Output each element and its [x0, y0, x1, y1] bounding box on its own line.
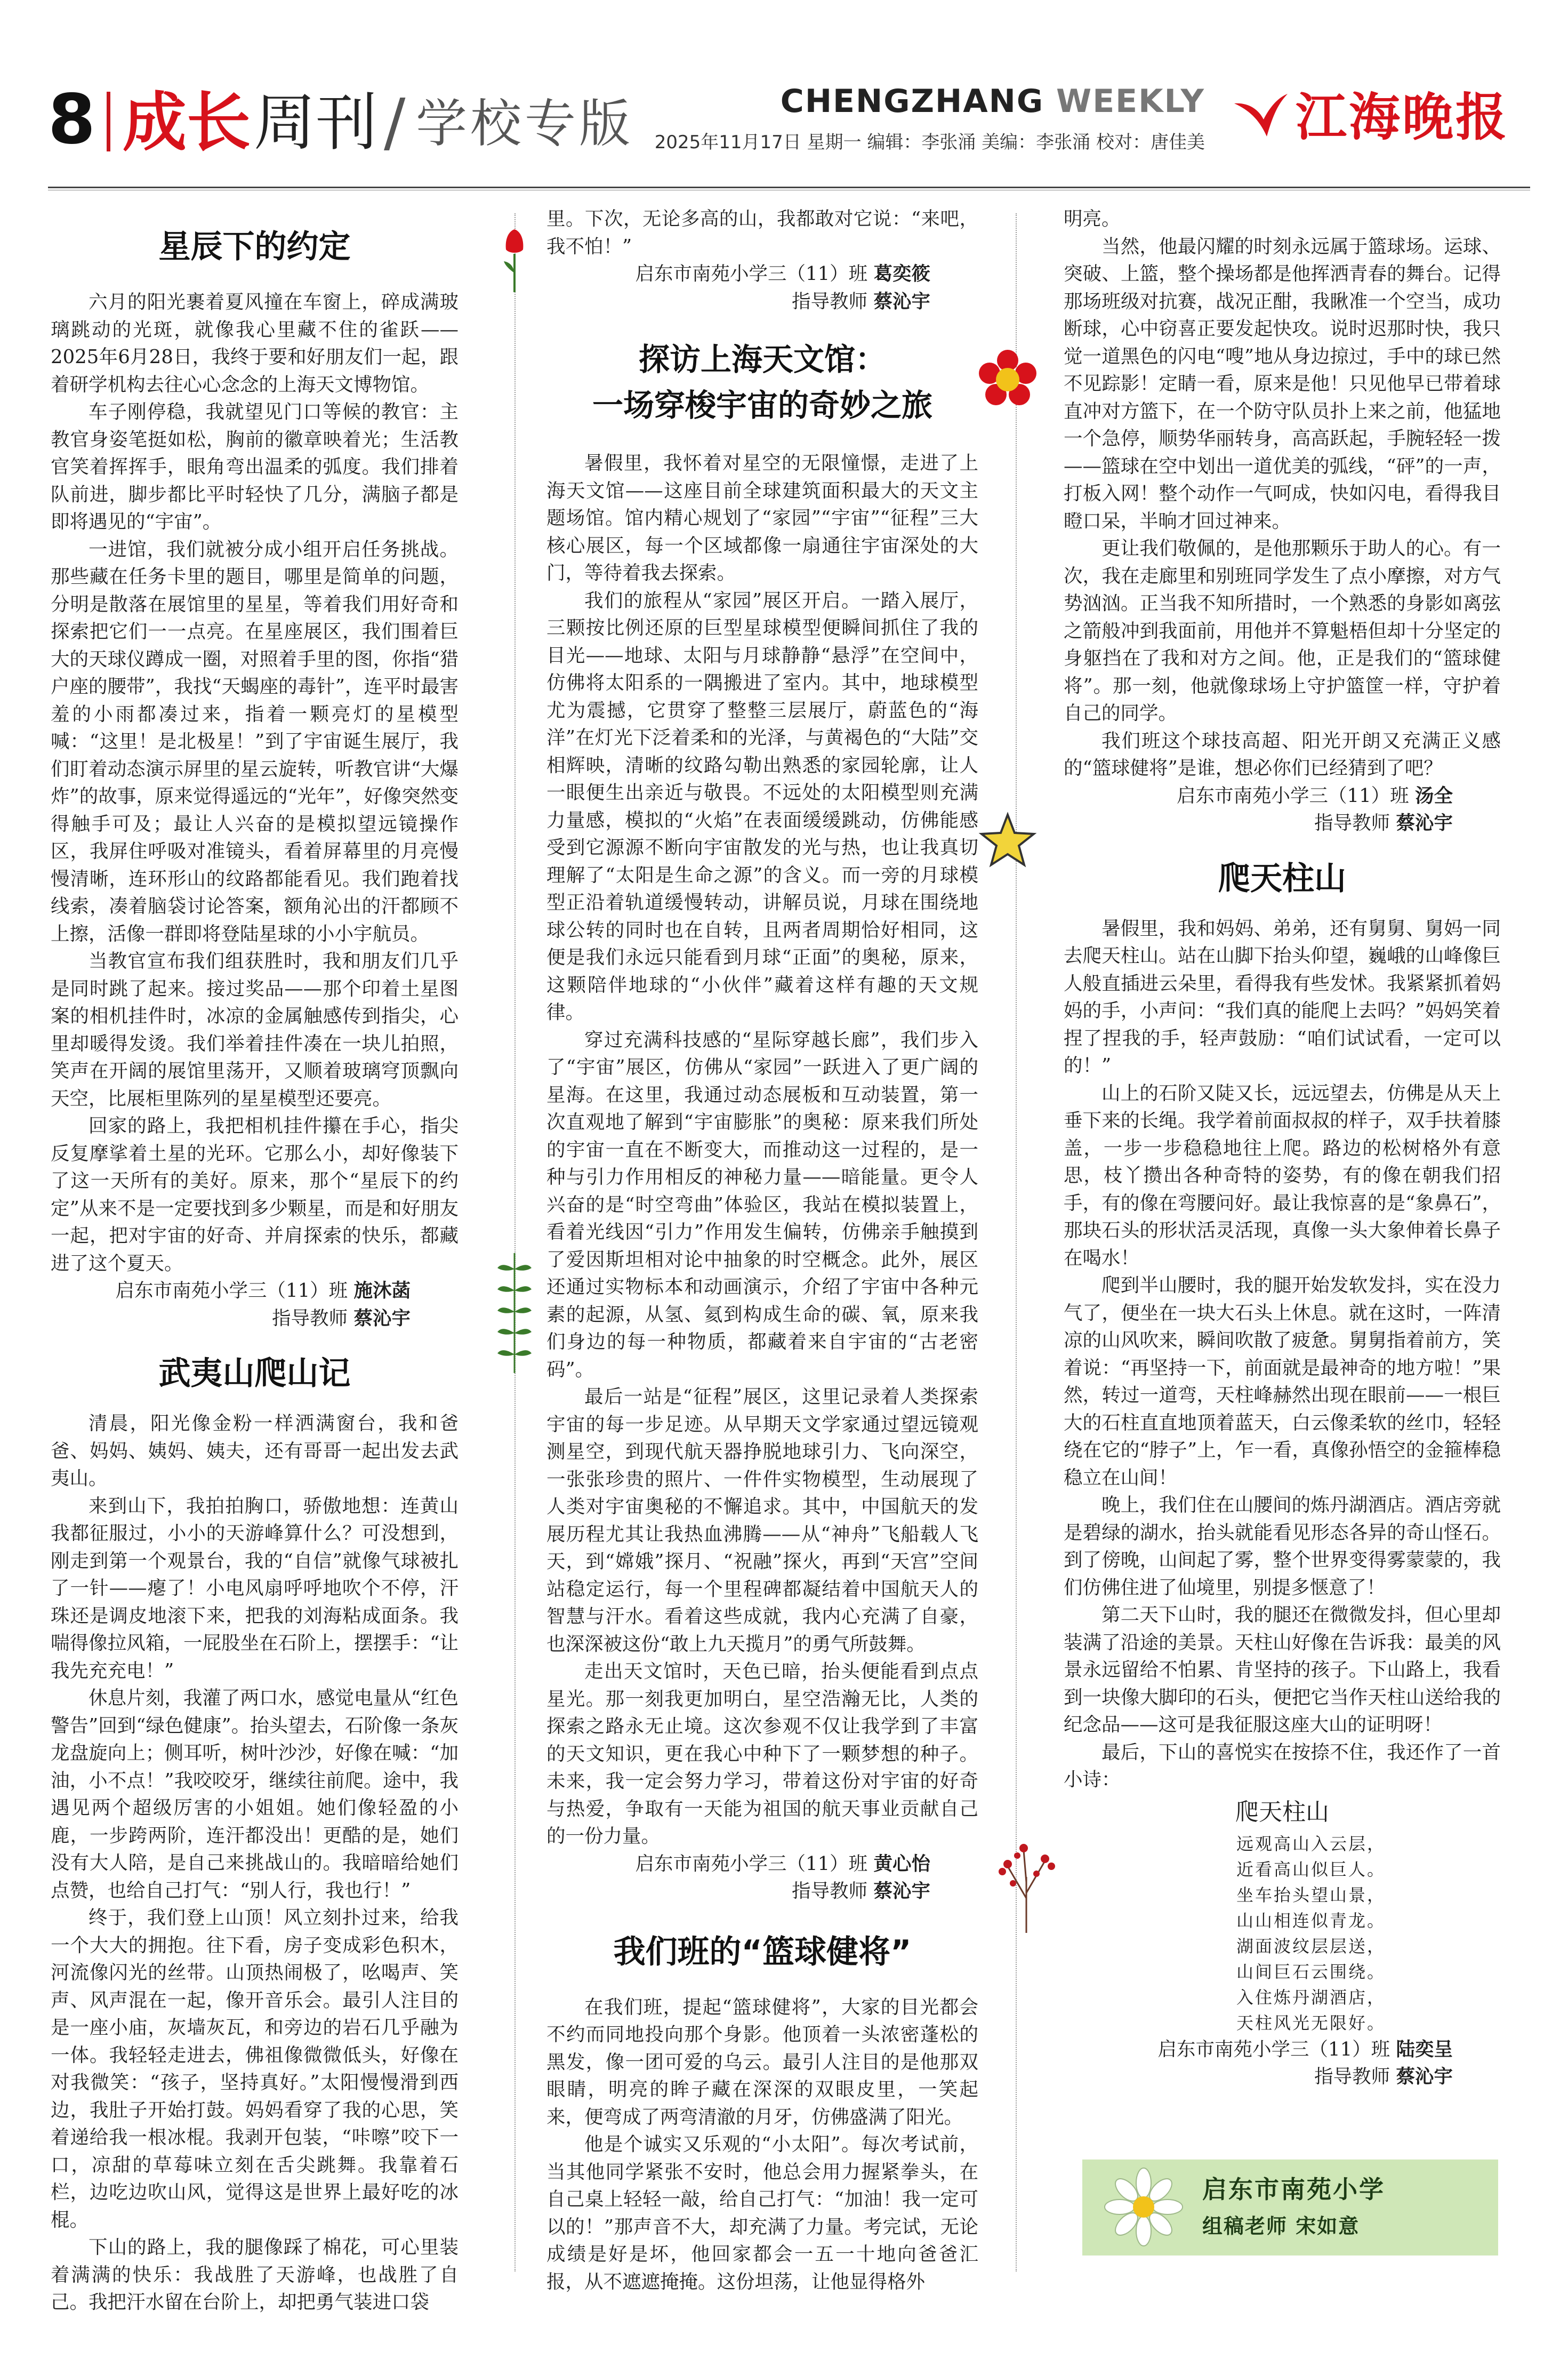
article-title-line-2: 一场穿梭宇宙的奇妙之旅 — [592, 387, 932, 423]
page-number: 8 — [48, 80, 96, 159]
poem-line: 坐车抬头望山景， — [1236, 1884, 1386, 1905]
newspaper-name: 江海晚报 — [1296, 87, 1509, 147]
masthead — [48, 80, 1530, 187]
fern-icon — [493, 1248, 536, 1376]
article-continuation: 明亮。 — [1064, 208, 1121, 230]
weekly-label — [781, 80, 1205, 123]
article-paragraph: 他是个诚实又乐观的“小太阳”。每次考试前，当其他同学紧张不安时，他总会用力握紧拳头，在自己桌上轻轻一敲，给自己打气：“加油！我一定可以的！”那声音不大，却充满了力量。考完试，无论成绩是好是坏，他回家都会一五一十地向爸爸汇报，从不遮遮掩掩。这份坦荡，让他显得格外 — [546, 2133, 978, 2293]
teacher-name: 蔡沁宇 — [1396, 2066, 1453, 2088]
author-signature — [546, 1850, 978, 1878]
column-3 — [1064, 205, 1501, 2091]
teacher-signature — [1064, 2063, 1501, 2091]
article-paragraph: 来到山下，我拍拍胸口，骄傲地想：连黄山我都征服过，小小的天游峰算什么？可没想到，刚走到第一个观景台，我的“自信”就像气球被扎了一针——瘪了！小电风扇呼呼地吹个不停，汗珠还是调皮地滚下来，把我的刘海粘成面条。我喘得像拉风箱，一屁股坐在石阶上，摆摆手：“让我先充充电！” — [51, 1495, 459, 1682]
teacher-name: 蔡沁宇 — [873, 290, 930, 312]
poem-line: 近看高山似巨人。 — [1236, 1859, 1386, 1880]
article-paragraph: 我们的旅程从“家园”展区开启。一踏入展厅，三颗按比例还原的巨型星球模型便瞬间抓住了我的目光——地球、太阳与月球静静“悬浮”在空间中，仿佛将太阳系的一隅搬进了室内。其中，地球模型尤为震撼，它贯穿了整整三层展厅，蔚蓝色的“海洋”在灯光下泛着柔和的光泽，与黄褐色的“大陆”交相辉映，清晰的纹路勾勒出熟悉的家园轮廓，让人一眼便生出亲近与敬畏。不远处的太阳模型则充满力量感，模拟的“火焰”在表面缓缓跳动，仿佛能感受到它源源不断向宇宙散发的光与热，也让我真切理解了“太阳是生命之源”的含义。而一旁的月球模型正沿着轨道缓慢转动，讲解员说，月球在围绕地球公转的同时也在自转，且两者周期恰好相同，这便是我们永远只能看到月球“正面”的奥秘，原来，这颗陪伴地球的“小伙伴”藏着这样有趣的天文规律。 — [546, 589, 978, 1023]
article-paragraph: 山上的石阶又陡又长，远远望去，仿佛是从天上垂下来的长绳。我学着前面叔叔的样子，双手扶着膝盖，一步一步稳稳地往上爬。路边的松树格外有意思，枝丫攒出各种奇特的姿势，有的像在朝我们招手，有的像在弯腰问好。最让我惊喜的是“象鼻石”，那块石头的形状活灵活现，真像一头大象伸着长鼻子在喝水！ — [1064, 1082, 1501, 1269]
article-title: 武夷山爬山记 — [158, 1355, 351, 1392]
author-school: 启东市南苑小学三（11）班 — [635, 1852, 868, 1875]
author-signature — [51, 1277, 459, 1305]
author-name: 汤全 — [1414, 784, 1453, 807]
poem-title: 爬天柱山 — [1235, 1798, 1329, 1826]
organizer-box — [1082, 2160, 1498, 2255]
article-paragraph: 最后一站是“征程”展区，这里记录着人类探索宇宙的每一步足迹。从早期天文学家通过望远镜观测星空，到现代航天器挣脱地球引力、飞向深空，一张张珍贵的照片、一件件实物模型，生动展现了人类对宇宙奥秘的不懈追求。其中，中国航天的发展历程尤其让我热血沸腾——从“神舟”飞船载人飞天，到“嫦娥”探月、“祝融”探火，再到“天宫”空间站稳定运行，每一个里程碑都凝结着中国航天人的智慧与汗水。看着这些成就，我内心充满了自豪，也深深被这份“敢上九天揽月”的勇气所鼓舞。 — [546, 1386, 978, 1655]
poem-line: 山间巨石云围绕。 — [1236, 1961, 1386, 1982]
article-paragraph: 第二天下山时，我的腿还在微微发抖，但心里却装满了沿途的美景。天柱山好像在告诉我：最美的风景永远留给不怕累、肯坚持的孩子。下山路上，我看到一块像大脚印的石头，便把它当作天柱山送给我的纪念品——这可是我征服这座大山的证明呀！ — [1064, 1604, 1501, 1736]
article-paragraph: 六月的阳光裹着夏风撞在车窗上，碎成满玻璃跳动的光斑，就像我心里藏不住的雀跃——2025年6月28日，我终于要和好朋友们一起，跟着研学机构去往心心念念的上海天文博物馆。 — [51, 291, 459, 396]
swallow-logo-icon — [1232, 87, 1290, 146]
article-paragraph: 终于，我们登上山顶！风立刻扑过来，给我一个大大的拥抱。往下看，房子变成彩色积木，河流像闪光的丝带。山顶热闹极了，吆喝声、笑声、风声混在一起，像开音乐会。最引人注目的是一座小庙，灰墙灰瓦，和旁边的岩石几乎融为一体。我轻轻走进去，佛祖像微微低头，好像在对我微笑：“孩子，坚持真好。”太阳慢慢滑到西边，我肚子开始打鼓。妈妈看穿了我的心思，笑着递给我一根冰棍。我剥开包装，“咔嚓”咬下一口，凉甜的草莓味立刻在舌尖跳舞。我靠着石栏，边吃边吹山风，觉得这是世界上最好吃的冰棍。 — [51, 1907, 459, 2231]
author-school: 启东市南苑小学三（11）班 — [635, 263, 868, 285]
author-school: 启东市南苑小学三（11）班 — [1157, 2038, 1390, 2060]
article-title: 星辰下的约定 — [158, 228, 351, 266]
article-title-line-1: 探访上海天文馆： — [638, 341, 886, 378]
article-title: 爬天柱山 — [1218, 860, 1346, 897]
column-divider — [514, 213, 516, 2271]
author-signature — [546, 260, 978, 288]
article-paragraph: 爬到半山腰时，我的腿开始发软发抖，实在没力气了，便坐在一块大石头上休息。就在这时，一阵清凉的山风吹来，瞬间吹散了疲惫。舅舅指着前方，笑着说：“再坚持一下，前面就是最神奇的地方啦！”果然，转过一道弯，天柱峰赫然出现在眼前——一根巨大的石柱直直地顶着蓝天，白云像柔软的丝巾，轻轻绕在它的“脖子”上，乍一看，真像孙悟空的金箍棒稳稳立在山间！ — [1064, 1274, 1501, 1489]
article-paragraph: 下山的路上，我的腿像踩了棉花，可心里装着满满的快乐：我战胜了天游峰，也战胜了自己。我把汗水留在台阶上，却把勇气装进口袋 — [51, 2236, 459, 2313]
star-icon — [978, 810, 1037, 869]
article-paragraph: 在我们班，提起“篮球健将”，大家的目光都会不约而同地投向那个身影。他顶着一头浓密蓬松的黑发，像一团可爱的乌云。最引人注目的是他那双眼睛，明亮的眸子藏在深深的双眼皮里，一笑起来，便弯成了两弯清澈的月牙，仿佛盛满了阳光。 — [546, 1996, 978, 2128]
teacher-label: 指导教师 — [792, 290, 868, 312]
brand-name: 成长 — [123, 86, 251, 160]
article-paragraph: 最后，下山的喜悦实在按捺不住，我还作了一首小诗： — [1064, 1741, 1501, 1791]
poem-line: 湖面波纹层层送， — [1236, 1936, 1386, 1956]
teacher-label: 指导教师 — [792, 1880, 868, 1902]
flower-icon — [976, 347, 1040, 411]
tulip-icon — [498, 224, 530, 293]
column-2 — [546, 205, 978, 2295]
author-name: 施沐菡 — [353, 1280, 411, 1302]
teacher-label: 指导教师 — [1314, 812, 1390, 834]
author-signature — [1064, 2036, 1501, 2064]
article-paragraph: 晚上，我们住在山腰间的炼丹湖酒店。酒店旁就是碧绿的湖水，抬头就能看见形态各异的奇山怪石。到了傍晚，山间起了雾，整个世界变得雾蒙蒙的，我们仿佛住进了仙境里，别提多惬意了！ — [1064, 1494, 1501, 1599]
article-paragraph: 一进馆，我们就被分成小组开启任务挑战。那些藏在任务卡里的题目，哪里是简单的问题，分明是散落在展馆里的星星，等着我们用好奇和探索把它们一一点亮。在星座展区，我们围着巨大的天球仪蹲成一圈，对照着手里的图，你指“猎户座的腰带”，我找“天蝎座的毒针”，连平时最害羞的小雨都凑过来，指着一颗亮灯的星模型喊：“这里！是北极星！”到了宇宙诞生展厅，我们盯着动态演示屏里的星云旋转，听教官讲“大爆炸”的故事，原来觉得遥远的“光年”，好像突然变得触手可及；最让人兴奋的是模拟望远镜操作区，我屏住呼吸对准镜头，看着屏幕里的月亮慢慢清晰，连环形山的纹路都能看见。我们跑着找线索，凑着脑袋讨论答案，额角沁出的汗都顾不上擦，活像一群即将登陆星球的小小宇航员。 — [51, 538, 459, 945]
author-school: 启东市南苑小学三（11）班 — [115, 1280, 348, 1302]
organizer-teacher-name: 宋如意 — [1296, 2214, 1360, 2238]
brand-suffix: 周刊 — [254, 87, 377, 159]
brand-slash: / — [384, 86, 406, 160]
author-name: 黄心怡 — [873, 1852, 930, 1875]
poem-line: 天柱风光无限好。 — [1236, 2012, 1386, 2033]
teacher-name: 蔡沁宇 — [353, 1307, 411, 1329]
poem-line: 山山相连似青龙。 — [1236, 1910, 1386, 1931]
organizer-teacher-label: 组稿老师 — [1202, 2214, 1288, 2238]
article-paragraph: 清晨，阳光像金粉一样洒满窗台，我和爸爸、妈妈、姨妈、姨夫，还有哥哥一起出发去武夷山。 — [51, 1412, 459, 1489]
berry-branch-icon — [992, 1834, 1061, 1936]
article-continuation: 里。下次，无论多高的山，我都敢对它说：“来吧，我不怕！” — [546, 208, 978, 258]
poem-line: 远观高山入云层， — [1236, 1833, 1386, 1854]
teacher-label: 指导教师 — [272, 1307, 348, 1329]
author-signature — [1064, 782, 1501, 810]
teacher-signature — [51, 1305, 459, 1332]
teacher-signature — [1064, 809, 1501, 837]
page-number-divider — [107, 92, 110, 151]
article-paragraph: 回家的路上，我把相机挂件攥在手心，指尖反复摩挲着土星的光环。它那么小，却好像装下了这一天所有的美好。原来，那个“星辰下的约定”从来不是一定要找到多少颗星，而是和好朋友一起，把对宇宙的好奇、并肩探索的快乐，都藏进了这个夏天。 — [51, 1115, 459, 1274]
issue-meta: 2025年11月17日 星期一 编辑：李张涌 美编：李张涌 校对：唐佳美 — [654, 132, 1205, 153]
newspaper-logo — [1232, 85, 1530, 149]
article-paragraph: 当教官宣布我们组获胜时，我和朋友们几乎是同时跳了起来。接过奖品——那个印着土星图案的相机挂件时，冰凉的金属触感传到指尖，心里却暖得发烫。我们举着挂件凑在一块儿拍照，笑声在开阔的展馆里荡开，又顺着玻璃穹顶飘向天空，比展柜里陈列的星星模型还要亮。 — [51, 950, 459, 1110]
organizer-teacher — [1202, 2213, 1360, 2239]
article-paragraph: 穿过充满科技感的“星际穿越长廊”，我们步入了“宇宙”展区，仿佛从“家园”一跃进入了更广阔的星海。在这里，我通过动态展板和互动装置，第一次直观地了解到“宇宙膨胀”的奥秘：原来我们所处的宇宙一直在不断变大，而推动这一过程的，是一种与引力作用相反的神秘力量——暗能量。更令人兴奋的是“时空弯曲”体验区，我站在模拟装置上，看着光线因“引力”作用发生偏转，仿佛亲手触摸到了爱因斯坦相对论中抽象的时空概念。此外，展区还通过实物标本和动画演示，介绍了宇宙中各种元素的起源，从氢、氦到构成生命的碳、氧，原来我们身边的每一种物质，都藏着来自宇宙的“古老密码”。 — [546, 1029, 978, 1380]
edition-label: 学校专版 — [416, 94, 633, 154]
teacher-signature — [546, 288, 978, 316]
author-name: 葛奕筱 — [873, 263, 930, 285]
article-paragraph: 走出天文馆时，天色已暗，抬头便能看到点点星光。那一刻我更加明白，星空浩瀚无比，人类的探索之路永无止境。这次参观不仅让我学到了丰富的天文知识，更在我心中种下了一颗梦想的种子。未来，我一定会努力学习，带着这份对宇宙的好奇与热爱，争取有一天能为祖国的航天事业贡献自己的一份力量。 — [546, 1660, 978, 1847]
teacher-signature — [546, 1877, 978, 1905]
teacher-name: 蔡沁宇 — [1396, 812, 1453, 834]
article-paragraph: 休息片刻，我灌了两口水，感觉电量从“红色警告”回到“绿色健康”。抬头望去，石阶像一条灰龙盘旋向上；侧耳听，树叶沙沙，好像在喊：“加油，小不点！”我咬咬牙，继续往前爬。途中，我遇见两个超级厉害的小姐姐。她们像轻盈的小鹿，一步跨两阶，连汗都没出！更酷的是，她们没有大人陪，是自己来挑战山的。我暗暗给她们点赞，也给自己打气：“别人行，我也行！” — [51, 1687, 459, 1901]
author-name: 陆奕呈 — [1396, 2038, 1453, 2060]
organizer-school: 启东市南苑小学 — [1202, 2175, 1385, 2204]
article-title: 我们班的“篮球健将” — [613, 1933, 912, 1971]
column-1 — [51, 205, 459, 2316]
weekly-label-a: CHENGZHANG — [780, 83, 1044, 120]
author-school: 启东市南苑小学三（11）班 — [1177, 784, 1409, 807]
teacher-name: 蔡沁宇 — [873, 1880, 930, 1902]
article-paragraph: 车子刚停稳，我就望见门口等候的教官：主教官身姿笔挺如松，胸前的徽章映着光；生活教官笑着挥挥手，眼角弯出温柔的弧度。我们排着队前进，脚步都比平时轻快了几分，满脑子都是即将遇见的“宇宙”。 — [51, 401, 459, 533]
article-paragraph: 暑假里，我和妈妈、弟弟，还有舅舅、舅妈一同去爬天柱山。站在山脚下抬头仰望，巍峨的山峰像巨人般直插进云朵里，看得我有些发怵。我紧紧抓着妈妈的手，小声问：“我们真的能爬上去吗？”妈妈笑着捏了捏我的手，轻声鼓励：“咱们试试看，一定可以的！” — [1064, 917, 1501, 1077]
column-divider — [1016, 213, 1017, 2271]
article-paragraph: 暑假里，我怀着对星空的无限憧憬，走进了上海天文馆——这座目前全球建筑面积最大的天文主题场馆。馆内精心规划了“家园”“宇宙”“征程”三大核心展区，每一个区域都像一扇通往宇宙深处的大门，等待着我去探索。 — [546, 452, 978, 584]
masthead-rule — [48, 187, 1530, 188]
article-paragraph: 更让我们敬佩的，是他那颗乐于助人的心。有一次，我在走廊里和别班同学发生了点小摩擦，对方气势汹汹。正当我不知所措时，一个熟悉的身影如离弦之箭般冲到我面前，用他并不算魁梧但却十分坚定的身躯挡在了我和对方之间。他，正是我们的“篮球健将”。那一刻，他就像球场上守护篮筐一样，守护着自己的同学。 — [1064, 537, 1501, 724]
article-paragraph: 当然，他最闪耀的时刻永远属于篮球场。运球、突破、上篮，整个操场都是他挥洒青春的舞台。记得那场班级对抗赛，战况正酣，我瞅准一个空当，成功断球，心中窃喜正要发起快攻。说时迟那时快，我只觉一道黑色的闪电“嗖”地从身边掠过，手中的球已然不见踪影！定睛一看，原来是他！只见他早已带着球直冲对方篮下，在一个防守队员扑上来之前，他猛地一个急停，顺势华丽转身，高高跃起，手腕轻轻一拨——篮球在空中划出一道优美的弧线，“砰”的一声，打板入网！整个动作一气呵成，快如闪电，看得我目瞪口呆，半晌才回过神来。 — [1064, 235, 1501, 532]
weekly-label-b: WEEKLY — [1056, 83, 1205, 120]
teacher-label: 指导教师 — [1314, 2066, 1390, 2088]
article-paragraph: 我们班这个球技高超、阳光开朗又充满正义感的“篮球健将”是谁，想必你们已经猜到了吧？ — [1064, 729, 1501, 779]
poem-line: 入住炼丹湖酒店， — [1236, 1987, 1386, 2008]
daisy-icon — [1104, 2167, 1184, 2247]
